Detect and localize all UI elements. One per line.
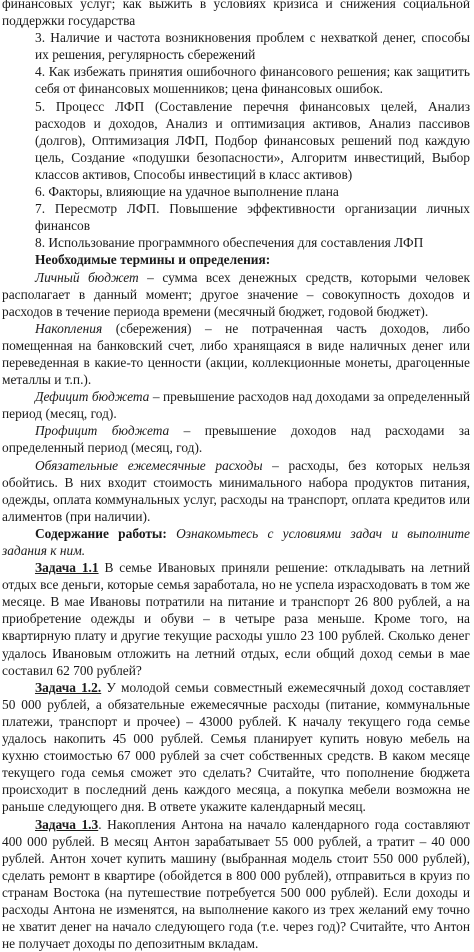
terms-heading: Необходимые термины и определения: bbox=[2, 251, 470, 268]
term-deficit: Дефицит бюджета bbox=[35, 389, 149, 404]
list-item-2-continuation: финансовых услуг; как выжить в условиях кризиса и снижения социальной поддержки государства bbox=[2, 0, 470, 29]
term-savings: Накопления bbox=[35, 321, 102, 336]
work-content-instruction: Ознакомьтесь с условиями задач и выполните задания к ним. bbox=[2, 526, 470, 558]
task-label: Задача 1.3 bbox=[35, 817, 98, 832]
task-label: Задача 1.1 bbox=[35, 560, 99, 575]
task-text: У молодой семьи совместный ежемесячный доход составляет 50 000 рублей, а обязательные ежемесячные расходы (питание, коммунальные платежи, транспорт и прочее) – 43000 рублей. К началу текущего года семье удалось накопить 45 000 рублей. Семья планирует купить новую мебель на кухню стоимостью 67 000 рублей за счет собственных средств. В каком месяце текущего года семья сможет это сделать? Считайте, что пополнение бюджета происходит в последний день каждого месяца, а покупка мебели возможна не раньше следующего дня. В ответе укажите календарный месяц. bbox=[2, 680, 470, 815]
task-1-1 bbox=[2, 559, 470, 679]
definition-mandatory-expenses bbox=[2, 457, 470, 525]
list-item-8: 8. Использование программного обеспечения для составления ЛФП bbox=[2, 234, 470, 251]
definition-text: – превышение расходов над доходами за определенный период (месяц, год). bbox=[2, 389, 470, 421]
list-item-7: 7. Пересмотр ЛФП. Повышение эффективности организации личных финансов bbox=[2, 200, 470, 234]
list-item-4: 4. Как избежать принятия ошибочного финансового решения; как защитить себя от финансовых мошенников; цена финансовых ошибок. bbox=[2, 63, 470, 97]
definition-personal-budget bbox=[2, 269, 470, 320]
task-1-2 bbox=[2, 679, 470, 816]
term-mandatory-expenses: Обязательные ежемесячные расходы bbox=[35, 458, 263, 473]
definition-text: – расходы, без которых нельзя обойтись. В них входит стоимость минимального набора продуктов питания, одежды, оплата коммунальных услуг, расходы на транспорт, оплата кредитов или алиментов (при наличии). bbox=[2, 458, 470, 524]
work-content bbox=[2, 525, 470, 559]
definition-text: – сумма всех денежных средств, которыми человек располагает в данный момент; другое значение – совокупность доходов и расходов в течение периода времени (месячный бюджет, годовой бюджет). bbox=[2, 270, 470, 319]
task-1-3 bbox=[2, 816, 470, 952]
list-item-6: 6. Факторы, влияющие на удачное выполнение плана bbox=[2, 183, 470, 200]
work-content-label: Содержание работы: bbox=[35, 526, 167, 541]
definition-text: (сбережения) – не потраченная часть доходов, либо помещенная на банковский счет, либо хранящаяся в виде наличных денег или переведенная в какие-то ценности (акции, коллекционные монеты, драгоценные металлы и т.п.). bbox=[2, 321, 470, 387]
definition-deficit bbox=[2, 388, 470, 422]
definition-text: – превышение доходов над расходами за определенный период (месяц, год). bbox=[2, 423, 470, 455]
term-surplus: Профицит бюджета bbox=[35, 423, 169, 438]
definition-surplus bbox=[2, 422, 470, 456]
task-text: В семье Ивановых приняли решение: откладывать на летний отдых все деньги, которые семья заработала, но не успела израсходовать в том же месяце. В мае Ивановы потратили на питание и транспорт 26 800 рублей, а на приобретение одежды и обуви – в четыре раза меньше. Кроме того, на квартирную плату и другие текущие расходы ушло 23 100 рублей. Сколько денег удалось Ивановым отложить на летний отдых, если общий доход семьи в мае составил 62 700 рублей? bbox=[2, 560, 470, 678]
task-text: . Накопления Антона на начало календарного года составляют 400 000 рублей. В месяц Антон зарабатывает 55 000 рублей, а тратит – 40 000 рублей. Антон хочет купить машину (выбранная модель стоит 550 000 рублей), сделать ремонт в квартире (обойдется в 800 000 рублей), отправиться в круиз по странам Востока (на путешествие потребуется 500 000 рублей). Если доходы и расходы Антона не изменятся, на выполнение какого из трех желаний ему точно не хватит денег на начало следующего года (т.е. через год)? Считайте, что Антон не получает доходы по депозитным вкладам. bbox=[2, 817, 470, 952]
task-label: Задача 1.2. bbox=[35, 680, 101, 695]
list-item-5: 5. Процесс ЛФП (Составление перечня финансовых целей, Анализ расходов и доходов, Анализ и оптимизация активов, Анализ пассивов (долгов), Оптимизация ЛФП, Подбор финансовых решений под каждую цель, Создание «подушки безопасности», Алгоритм инвестиций, Выбор классов активов, Способы инвестиций в класс активов) bbox=[2, 98, 470, 183]
definition-savings bbox=[2, 320, 470, 388]
term-personal-budget: Личный бюджет bbox=[35, 270, 139, 285]
list-item-3: 3. Наличие и частота возникновения проблем с нехваткой денег, способы их решения, регулярность сбережений bbox=[2, 29, 470, 63]
